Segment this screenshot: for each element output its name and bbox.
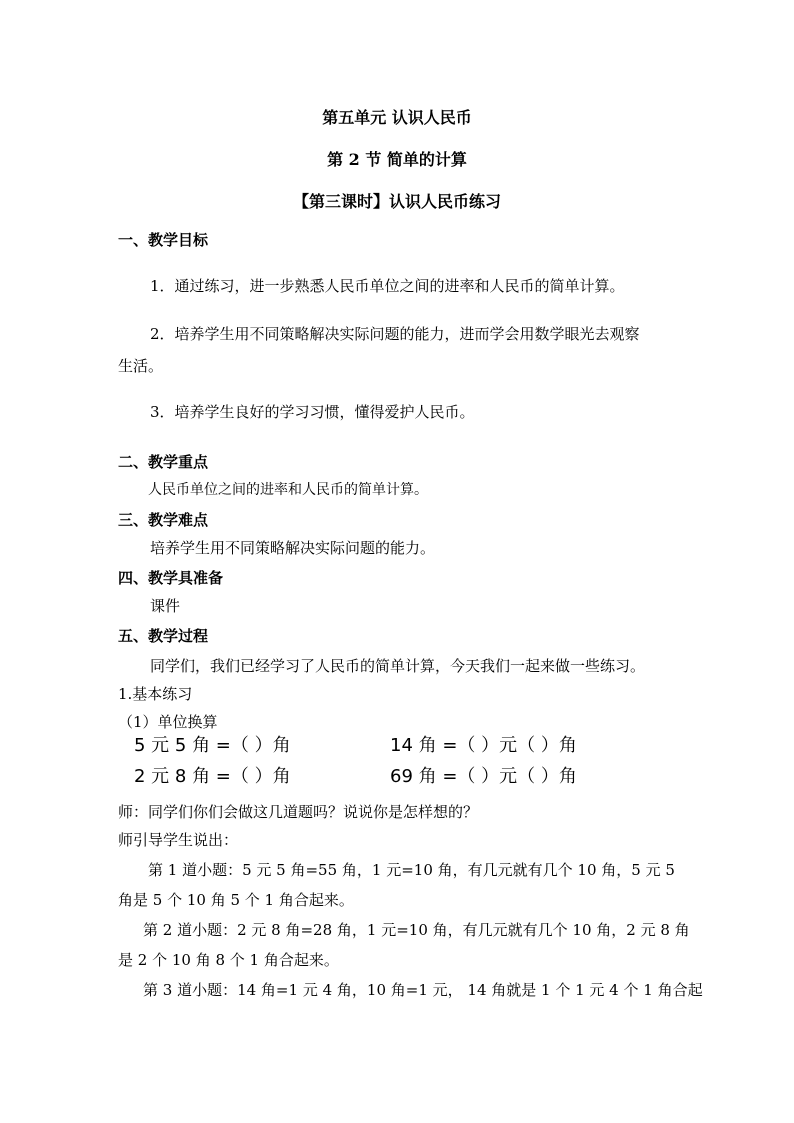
process-heading: 五、教学过程 <box>118 627 209 645</box>
unit-conversion-label: （1）单位换算 <box>118 713 218 731</box>
section-title: 第 2 节 简单的计算 <box>327 150 467 169</box>
key-points-text: 人民币单位之间的进率和人民币的简单计算。 <box>148 482 428 498</box>
explain-1: 第 1 道小题：5 元 5 角=55 角，1 元=10 角，有几元就有几个 10 角，5 元 5 <box>148 861 675 879</box>
goal-item-2-cont: 生活。 <box>118 357 164 375</box>
goal-item-3: 3．培养学生良好的学习习惯，懂得爱护人民币。 <box>150 403 475 421</box>
goal-item-2: 2．培养学生用不同策略解决实际问题的能力，进而学会用数学眼光去观察 <box>150 325 640 343</box>
goal-item-1: 1．通过练习，进一步熟悉人民币单位之间的进率和人民币的简单计算。 <box>150 277 625 295</box>
teacher-guide: 师引导学生说出： <box>118 831 239 849</box>
key-points-heading: 二、教学重点 <box>118 453 209 471</box>
unit-title: 第五单元 认识人民币 <box>322 108 472 127</box>
explain-2-cont: 是 2 个 10 角 8 个 1 角合起来。 <box>118 951 339 969</box>
explain-3: 第 3 道小题：14 角=1 元 4 角，10 角=1 元， 14 角就是 1 个 1 元 4 个 1 角合起 <box>143 981 703 999</box>
exercise-2: 14 角 =（ ）元（ ）角 <box>390 735 577 756</box>
lesson-title: 【第三课时】认识人民币练习 <box>292 192 501 211</box>
exercise-3: 2 元 8 角 =（ ）角 <box>134 766 291 787</box>
difficulties-text: 培养学生用不同策略解决实际问题的能力。 <box>150 539 436 557</box>
exercise-1: 5 元 5 角 =（ ）角 <box>134 735 291 756</box>
explain-1-cont: 角是 5 个 10 角 5 个 1 角合起来。 <box>118 891 354 909</box>
materials-text: 课件 <box>150 597 181 615</box>
process-intro: 同学们，我们已经学习了人民币的简单计算，今天我们一起来做一些练习。 <box>150 657 646 675</box>
explain-2: 第 2 道小题：2 元 8 角=28 角，1 元=10 角，有几元就有几个 10 角，2 元 8 角 <box>143 921 690 939</box>
teacher-question: 师：同学们你们会做这几道题吗？说说你是怎样想的？ <box>118 803 479 821</box>
exercise-4: 69 角 =（ ）元（ ）角 <box>390 766 577 787</box>
materials-heading: 四、教学具准备 <box>118 569 224 587</box>
goals-heading: 一、教学目标 <box>118 231 209 249</box>
difficulties-heading: 三、教学难点 <box>118 511 209 529</box>
basic-practice-label: 1.基本练习 <box>118 685 193 703</box>
